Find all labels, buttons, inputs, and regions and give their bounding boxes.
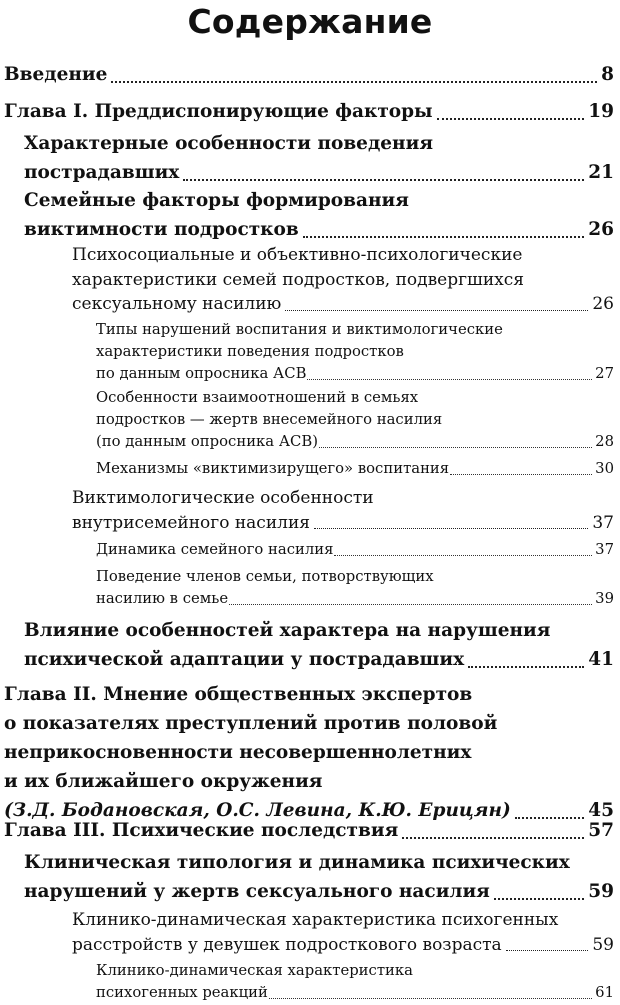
toc-entry-line <box>96 982 614 1004</box>
toc-entry-line <box>4 816 614 845</box>
page-title: Содержание <box>187 2 433 41</box>
toc-entry-line <box>4 767 614 796</box>
dot-leader <box>303 236 585 238</box>
toc-entry-family-factors[interactable] <box>24 186 614 244</box>
toc-entry-authors: (З.Д. Бодановская, О.С. Левина, К.Ю. Ерицян) <box>4 800 511 821</box>
toc-entry-line <box>24 616 614 645</box>
toc-entry-line <box>96 566 614 588</box>
toc-entry-text: характеристики поведения подростков <box>96 343 404 360</box>
toc-entry-line <box>24 129 614 158</box>
toc-page-number: 57 <box>588 820 614 841</box>
toc-entry-line <box>4 60 614 89</box>
toc-entry-line <box>24 186 614 215</box>
toc-entry-line <box>4 738 614 767</box>
toc-page-number: 61 <box>595 984 614 1001</box>
dot-leader <box>437 118 585 120</box>
dot-leader <box>402 837 584 839</box>
toc-entry-line <box>24 645 614 674</box>
toc-page-number: 37 <box>592 512 614 533</box>
toc-entry-text: (по данным опросника АСВ) <box>96 433 319 450</box>
toc-page-number: 59 <box>588 881 614 902</box>
toc-page-number: 30 <box>595 460 614 477</box>
toc-entry-text: Глава III. Психические последствия <box>4 820 399 841</box>
toc-entry-line <box>24 158 614 187</box>
toc-entry-line <box>96 319 614 341</box>
toc-entry-psychogenic-reactions[interactable] <box>96 960 614 1004</box>
dot-leader <box>307 379 592 380</box>
toc-page-number: 21 <box>588 162 614 183</box>
toc-entry-behavior-features[interactable] <box>24 129 614 187</box>
toc-entry-text: Характерные особенности поведения <box>24 133 433 154</box>
toc-page-number: 26 <box>588 219 614 240</box>
toc-entry-line <box>4 97 614 126</box>
dot-leader <box>334 555 592 556</box>
toc-entry-text: по данным опросника АСВ <box>96 365 307 382</box>
toc-entry-text: Механизмы «виктимизирущего» воспитания <box>96 460 450 477</box>
toc-entry-line <box>72 268 614 293</box>
toc-page-number: 19 <box>588 101 614 122</box>
toc-entry-text: Клинико-динамическая характеристика психогенных <box>72 910 559 930</box>
toc-entry-text: подростков — жертв внесемейного насилия <box>96 411 443 428</box>
toc-entry-chapter-3[interactable] <box>4 816 614 845</box>
toc-entry-upbringing-types[interactable] <box>96 319 614 385</box>
dot-leader <box>468 666 584 668</box>
toc-entry-line <box>96 960 614 982</box>
toc-entry-text: Введение <box>4 64 108 85</box>
toc-entry-text: Виктимологические особенности <box>72 488 374 508</box>
toc-entry-text: Особенности взаимоотношений в семьях <box>96 389 419 406</box>
toc-entry-psychosocial[interactable] <box>72 243 614 317</box>
toc-entry-text: пострадавших <box>24 162 180 183</box>
toc-entry-text: Глава II. Мнение общественных экспертов <box>4 684 473 705</box>
dot-leader <box>494 898 584 900</box>
toc-entry-text: и их ближайшего окружения <box>4 771 323 792</box>
toc-entry-text: Клиническая типология и динамика психических <box>24 852 570 873</box>
dot-leader <box>285 310 588 311</box>
toc-entry-line <box>96 341 614 363</box>
toc-entry-line <box>72 292 614 317</box>
dot-leader <box>314 528 588 529</box>
toc-entry-line <box>24 215 614 244</box>
toc-entry-line <box>72 486 614 511</box>
toc-entry-text: психогенных реакций <box>96 984 268 1001</box>
toc-page-number: 39 <box>595 590 614 607</box>
toc-page-number: 26 <box>592 294 614 314</box>
toc-entry-violence-dynamics[interactable] <box>96 539 614 561</box>
toc-entry-text: Семейные факторы формирования <box>24 190 409 211</box>
toc-entry-text: характеристики семей подростков, подвергшихся <box>72 269 524 290</box>
toc-entry-text: психической адаптации у пострадавших <box>24 649 465 670</box>
toc-entry-text: Влияние особенностей характера на нарушения <box>24 620 551 641</box>
toc-entry-text: неприкосновенности несовершеннолетних <box>4 742 472 763</box>
toc-entry-family-members[interactable] <box>96 566 614 610</box>
toc-entry-psychogenic-disorders[interactable] <box>72 908 614 957</box>
toc-entry-chapter-1[interactable] <box>4 97 614 126</box>
toc-entry-victimological-features[interactable] <box>72 486 614 535</box>
toc-entry-clinical-typology[interactable] <box>24 848 614 906</box>
toc-entry-text: расстройств у девушек подросткового возраста <box>72 934 502 955</box>
toc-entry-text: Динамика семейного насилия <box>96 541 334 558</box>
toc-entry-line <box>96 539 614 561</box>
toc-page-number: 41 <box>588 649 614 670</box>
toc-entry-text: внутрисемейного насилия <box>72 512 310 533</box>
dot-leader <box>183 179 584 181</box>
toc-page-number: 45 <box>588 800 614 821</box>
dot-leader <box>229 604 592 605</box>
toc-entry-text: Глава I. Преддиспонирующие факторы <box>4 101 433 122</box>
toc-page-number: 59 <box>592 934 614 955</box>
toc-entry-line <box>96 409 614 431</box>
toc-entry-line <box>24 877 614 906</box>
toc-page-number: 27 <box>595 365 614 382</box>
toc-entry-line <box>72 933 614 958</box>
toc-entry-text: о показателях преступлений против половой <box>4 713 498 734</box>
toc-entry-family-relations[interactable] <box>96 387 614 453</box>
toc-entry-text: Психосоциальные и объективно-психологические <box>72 245 523 265</box>
dot-leader <box>450 474 592 475</box>
toc-entry-line <box>96 458 614 480</box>
toc-entry-line <box>96 363 614 385</box>
toc-entry-text: Типы нарушений воспитания и виктимологические <box>96 321 503 338</box>
toc-entry-text: насилию в семье <box>96 590 229 607</box>
toc-entry-mechanisms[interactable] <box>96 458 614 480</box>
toc-page-number: 8 <box>601 64 614 85</box>
toc-entry-line <box>96 431 614 453</box>
toc-entry-line <box>72 908 614 933</box>
toc-entry-line <box>4 680 614 709</box>
toc-page-number: 28 <box>595 433 614 450</box>
toc-entry-text: Поведение членов семьи, потворствующих <box>96 568 434 585</box>
toc-entry-line <box>72 511 614 536</box>
toc-entry-chapter-2[interactable] <box>4 680 614 825</box>
toc-entry-text: виктимности подростков <box>24 219 299 240</box>
dot-leader <box>111 81 597 83</box>
toc-entry-line <box>72 243 614 268</box>
dot-leader <box>319 447 592 448</box>
toc-entry-character-influence[interactable] <box>24 616 614 674</box>
toc-entry-text: сексуальному насилию <box>72 294 282 314</box>
dot-leader <box>506 950 589 951</box>
toc-page-number: 37 <box>595 541 614 558</box>
dot-leader <box>269 998 592 999</box>
toc-entry-line <box>24 848 614 877</box>
toc-entry-line <box>4 709 614 738</box>
toc-entry-introduction[interactable] <box>4 60 614 89</box>
toc-entry-line <box>96 387 614 409</box>
toc-entry-line <box>96 588 614 610</box>
toc-entry-text: Клинико-динамическая характеристика <box>96 962 413 979</box>
toc-entry-text: нарушений у жертв сексуального насилия <box>24 881 490 902</box>
